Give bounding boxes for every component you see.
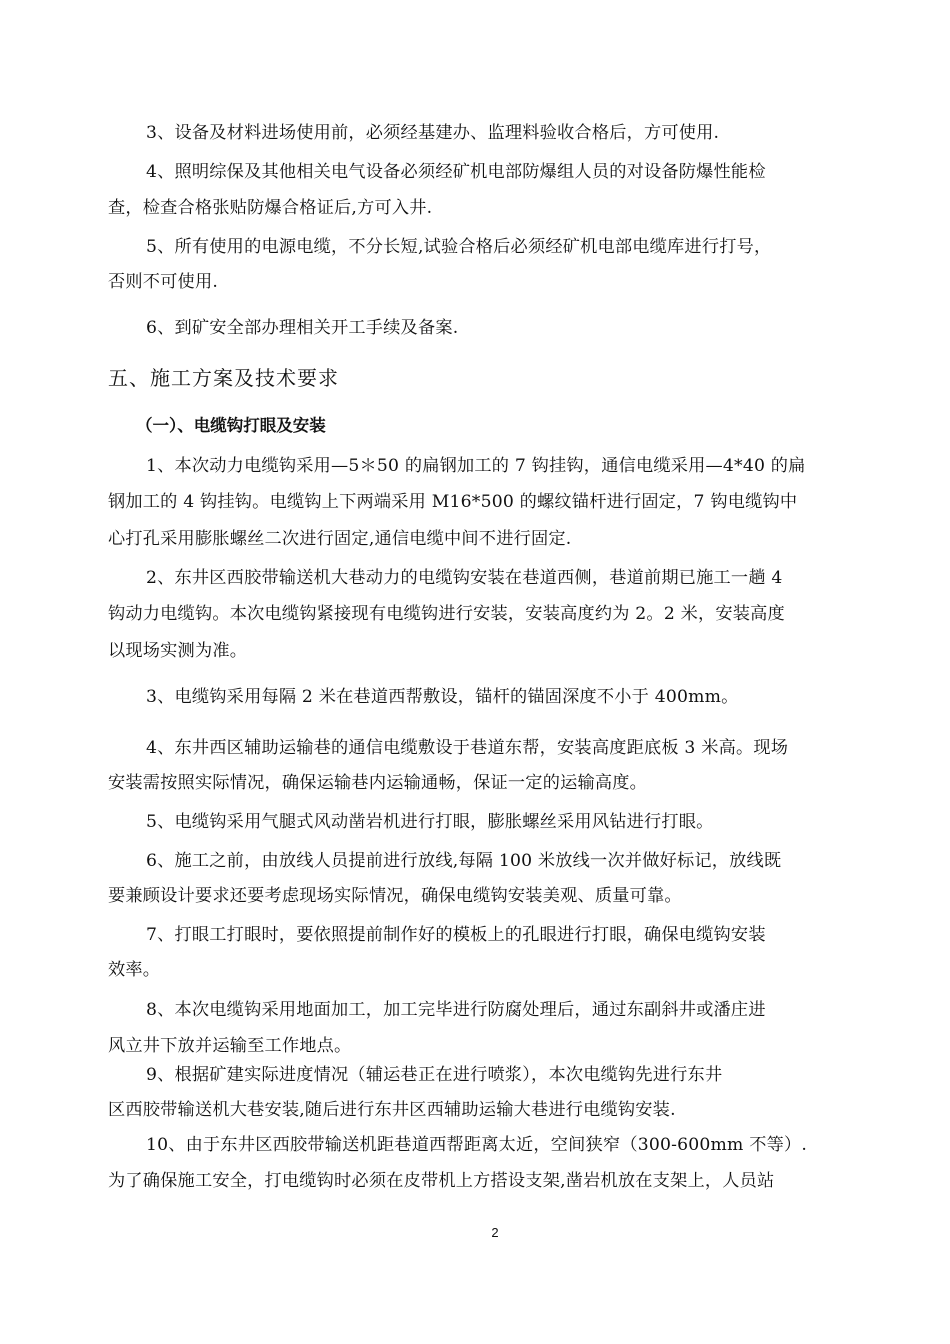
paragraph-line: 4、东井西区辅助运输巷的通信电缆敷设于巷道东帮，安装高度距底板 3 米高。现场 (146, 738, 789, 758)
paragraph-line: 为了确保施工安全，打电缆钩时必须在皮带机上方搭设支架,凿岩机放在支架上，人员站 (108, 1171, 775, 1191)
paragraph-line: 1、本次动力电缆钩采用—5＊50 的扁钢加工的 7 钩挂钩，通信电缆采用—4*40 的扁 (146, 456, 806, 476)
paragraph-line: 3、设备及材料进场使用前，必须经基建办、监理料验收合格后，方可使用. (146, 123, 720, 143)
paragraph-line: 风立井下放并运输至工作地点。 (108, 1036, 352, 1056)
section-heading: 五、施工方案及技术要求 (108, 366, 339, 390)
paragraph-line: 9、根据矿建实际进度情况（辅运巷正在进行喷浆），本次电缆钩先进行东井 (146, 1065, 723, 1085)
paragraph-line: 效率。 (108, 960, 161, 980)
paragraph-line: 5、电缆钩采用气腿式风动凿岩机进行打眼，膨胀螺丝采用风钻进行打眼。 (146, 812, 714, 832)
paragraph-line: 2、东井区西胶带输送机大巷动力的电缆钩安装在巷道西侧，巷道前期已施工一趟 4 (146, 568, 783, 588)
paragraph-line: 10、由于东井区西胶带输送机距巷道西帮距离太近，空间狭窄（300-600mm 不等）. (146, 1135, 808, 1155)
page-number: 2 (491, 1225, 499, 1240)
paragraph-line: 钢加工的 4 钩挂钩。电缆钩上下两端采用 M16*500 的螺纹锚杆进行固定，7 钩电缆钩中 (108, 492, 798, 512)
paragraph-line: 要兼顾设计要求还要考虑现场实际情况，确保电缆钩安装美观、质量可靠。 (108, 886, 682, 906)
paragraph-line: 6、到矿安全部办理相关开工手续及备案. (146, 318, 459, 338)
paragraph-line: 7、打眼工打眼时，要依照提前制作好的模板上的孔眼进行打眼，确保电缆钩安装 (146, 925, 766, 945)
paragraph-line: 5、所有使用的电源电缆，不分长短,试验合格后必须经矿机电部电缆库进行打号， (146, 237, 772, 257)
paragraph-line: 以现场实测为准。 (108, 641, 248, 661)
paragraph-line: 安装需按照实际情况，确保运输巷内运输通畅，保证一定的运输高度。 (108, 773, 648, 793)
paragraph-line: 4、照明综保及其他相关电气设备必须经矿机电部防爆组人员的对设备防爆性能检 (146, 162, 766, 182)
paragraph-line: 8、本次电缆钩采用地面加工，加工完毕进行防腐处理后，通过东副斜井或潘庄进 (146, 1000, 766, 1020)
paragraph-line: 心打孔采用膨胀螺丝二次进行固定,通信电缆中间不进行固定. (108, 529, 572, 549)
subsection-heading: （一）、电缆钩打眼及安装 (136, 416, 326, 435)
paragraph-line: 6、施工之前，由放线人员提前进行放线,每隔 100 米放线一次并做好标记，放线既 (146, 851, 782, 871)
paragraph-line: 查，检查合格张贴防爆合格证后,方可入井. (108, 198, 433, 218)
paragraph-line: 3、电缆钩采用每隔 2 米在巷道西帮敷设，锚杆的锚固深度不小于 400mm。 (146, 687, 739, 707)
paragraph-line: 区西胶带输送机大巷安装,随后进行东井区西辅助运输大巷进行电缆钩安装. (108, 1100, 676, 1120)
paragraph-line: 否则不可使用. (108, 272, 218, 292)
paragraph-line: 钩动力电缆钩。本次电缆钩紧接现有电缆钩进行安装，安装高度约为 2。2 米，安装高度 (108, 604, 785, 624)
